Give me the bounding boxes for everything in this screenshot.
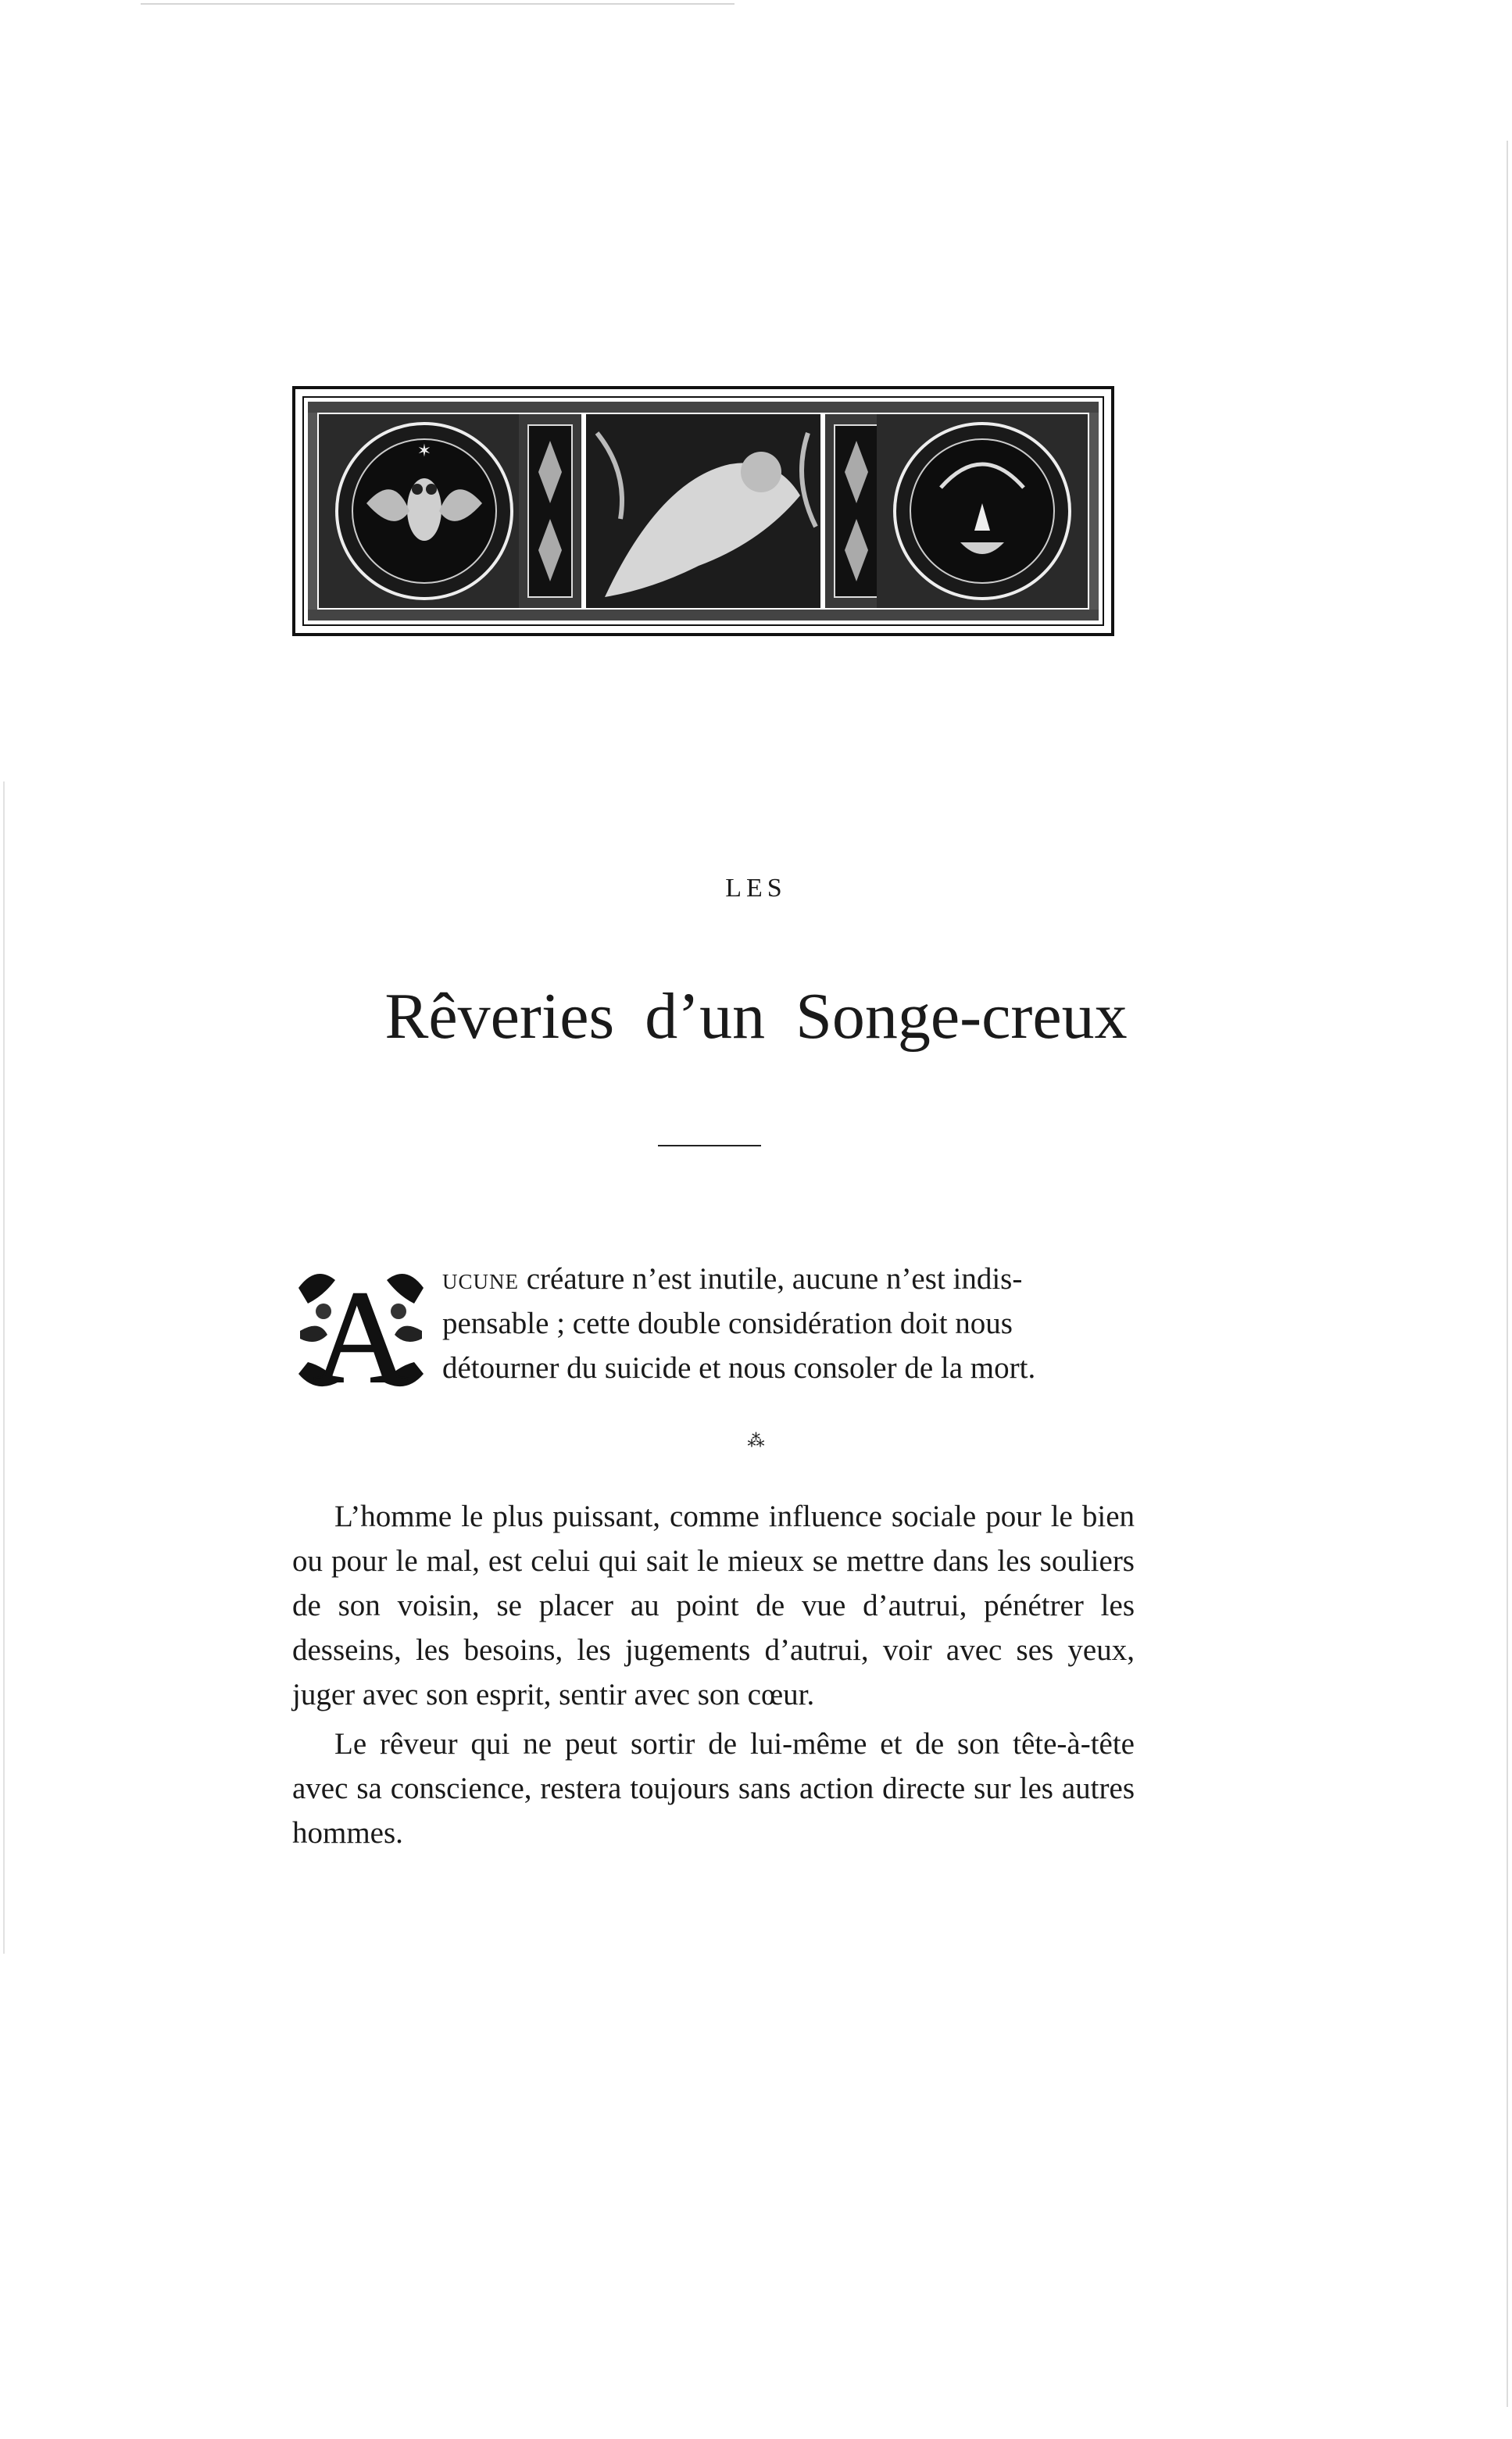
title-prefix: LES [725,874,787,903]
scan-top-edge [141,3,735,5]
ornamental-headpiece [292,386,1114,636]
dropcap-ornament [292,1257,430,1394]
paragraph-1: L’homme le plus puissant, comme influence sociale pour le bien ou pour le mal, est celui qui sait le mieux se mettre dans les souliers de son voisin, se placer au point de vue d’autrui, pénétrer les desseins, les besoins, les jugements d’autrui, voir avec ses yeux, juger avec son esprit, sentir avec son cœur. [292,1500,1135,1711]
opening-line-3: détourner du suicide et nous consoler de la mort. [442,1351,1036,1385]
scan-right-edge [1507,141,1508,2407]
body-text [292,1494,1135,1860]
paragraph-2: Le rêveur qui ne peut sortir de lui-même et de son tête-à-tête avec sa conscience, restera toujours sans action directe sur les autres hommes. [292,1727,1135,1850]
opening-line-1 [442,1257,1022,1301]
dropcap-letter: A [313,1264,409,1394]
title-rule [658,1145,761,1146]
svg-text:✶: ✶ [416,442,432,461]
asterism-separator: ⁂ [747,1432,765,1451]
scan-left-edge [3,781,5,1954]
page-title: Rêveries d’un Songe-creux [384,980,1128,1053]
opening-line-2: pensable ; cette double considération doit nous [442,1307,1013,1340]
opening-smallcaps: ucune [442,1262,519,1296]
opening-line-1-text: créature n’est inutile, aucune n’est indis- [519,1262,1023,1296]
